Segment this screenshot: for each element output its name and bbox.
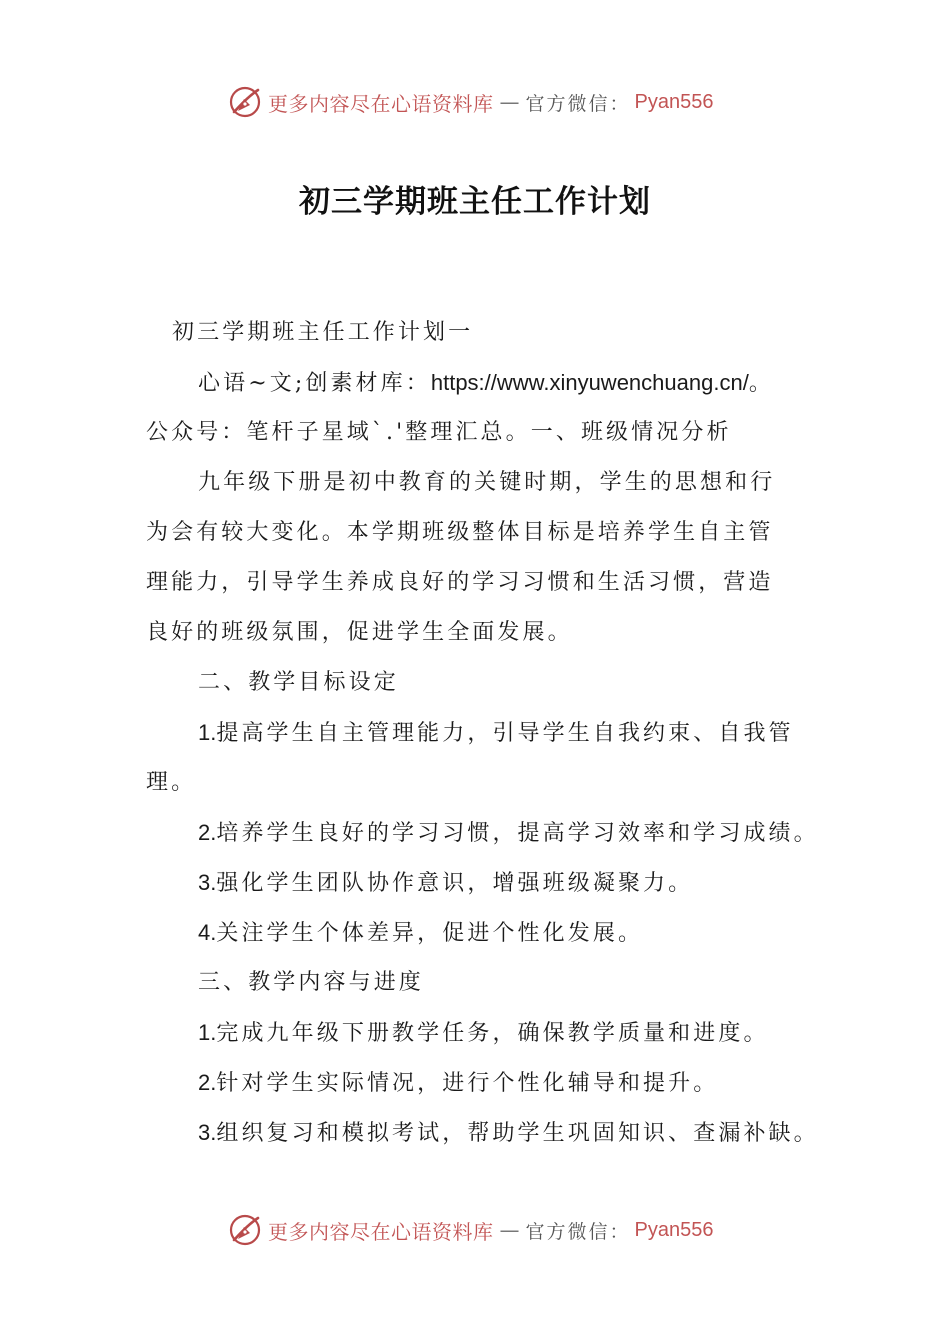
footer-watermark xyxy=(228,1210,713,1250)
watermark-text: 更多内容尽在心语资料库 xyxy=(268,1219,494,1244)
paragraph-line xyxy=(146,608,826,658)
list-text: 关注学生个体差异，促进个性化发展。 xyxy=(216,921,644,946)
watermark-label: 官方微信： xyxy=(525,92,631,115)
section-heading: 二、教学目标设定 xyxy=(198,670,399,695)
list-text: 培养学生良好的学习习惯，提高学习效率和学习成绩。 xyxy=(216,821,819,846)
watermark-wechat-id: Pyan556 xyxy=(634,90,714,113)
paragraph-line xyxy=(146,758,826,808)
list-item xyxy=(146,708,826,758)
header-watermark xyxy=(228,82,713,122)
paragraph-line xyxy=(146,458,826,508)
paragraph-line xyxy=(146,408,826,458)
list-text: 强化学生团队协作意识，增强班级凝聚力。 xyxy=(216,871,694,896)
paragraph-text: 为会有较大变化。本学期班级整体目标是培养学生自主管 xyxy=(146,520,774,545)
paragraph-line xyxy=(146,308,826,358)
paragraph-text: 公众号：笔杆子星域`.'整理汇总。一、班级情况分析 xyxy=(146,420,732,445)
list-number: 1. xyxy=(198,720,217,745)
section-heading: 三、教学内容与进度 xyxy=(198,970,424,995)
list-item xyxy=(146,858,826,908)
source-label: 心语~文;创素材库： xyxy=(198,371,431,396)
list-item xyxy=(146,1108,826,1158)
paragraph-text: 理能力，引导学生养成良好的学习习惯和生活习惯，营造 xyxy=(146,570,774,595)
list-item xyxy=(146,1058,826,1108)
list-number: 4. xyxy=(198,920,217,945)
paragraph-text: 九年级下册是初中教育的关键时期，学生的思想和行 xyxy=(198,470,776,495)
watermark-label: 官方微信： xyxy=(525,1220,631,1243)
punctuation: 。 xyxy=(748,371,774,396)
document-title: 初三学期班主任工作计划 xyxy=(299,184,651,220)
list-number: 3. xyxy=(198,870,217,895)
source-url: https://www.xinyuwenchuang.cn/ xyxy=(430,370,749,395)
list-item xyxy=(146,908,826,958)
list-number: 1. xyxy=(198,1020,217,1045)
paragraph-line xyxy=(146,358,826,408)
list-text: 组织复习和模拟考试，帮助学生巩固知识、查漏补缺。 xyxy=(216,1121,819,1146)
paragraph-line xyxy=(146,558,826,608)
list-text: 针对学生实际情况，进行个性化辅导和提升。 xyxy=(216,1071,719,1096)
watermark-wechat-id: Pyan556 xyxy=(634,1218,714,1241)
paragraph-line xyxy=(146,958,826,1008)
paragraph-line xyxy=(146,658,826,708)
section-heading: 初三学期班主任工作计划一 xyxy=(172,320,474,345)
list-number: 2. xyxy=(198,820,217,845)
watermark-dash: — xyxy=(499,1218,520,1242)
pen-nib-logo-icon xyxy=(228,84,264,120)
list-text: 理。 xyxy=(146,770,197,795)
list-text: 完成九年级下册教学任务，确保教学质量和进度。 xyxy=(216,1021,769,1046)
list-item xyxy=(146,808,826,858)
list-text: 提高学生自主管理能力，引导学生自我约束、自我管 xyxy=(216,721,794,746)
document-body xyxy=(146,308,826,1158)
list-number: 3. xyxy=(198,1120,217,1145)
watermark-text: 更多内容尽在心语资料库 xyxy=(268,91,494,116)
pen-nib-logo-icon xyxy=(228,1212,264,1248)
list-number: 2. xyxy=(198,1070,217,1095)
paragraph-line xyxy=(146,508,826,558)
list-item xyxy=(146,1008,826,1058)
watermark-dash: — xyxy=(499,90,520,114)
paragraph-text: 良好的班级氛围，促进学生全面发展。 xyxy=(146,620,573,645)
